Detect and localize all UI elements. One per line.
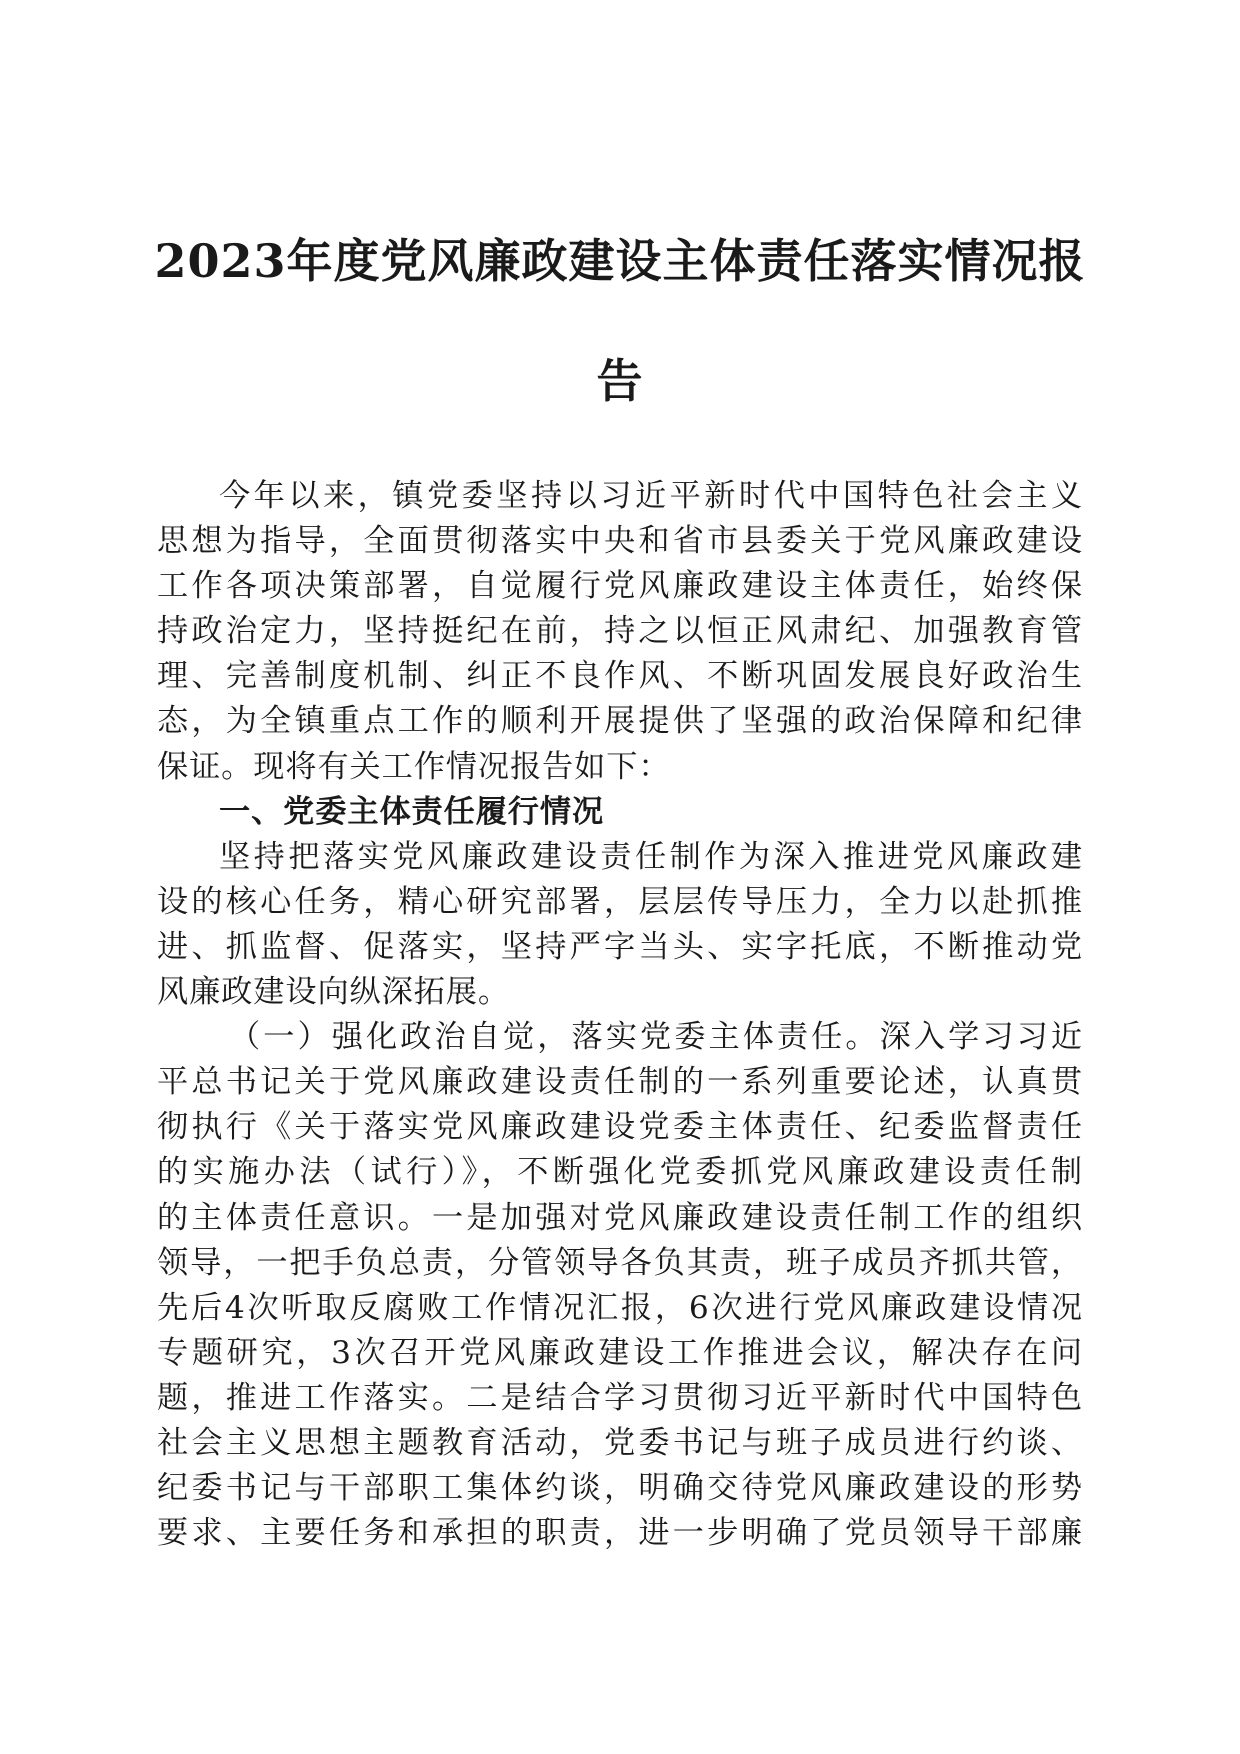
paragraph-line: 态，为全镇重点工作的顺利开展提供了坚强的政治保障和纪律 — [157, 703, 1083, 740]
document-body — [157, 474, 1083, 1556]
paragraph-line: （一）强化政治自觉，落实党委主体责任。深入学习习近 — [229, 1019, 1083, 1056]
paragraph-line: 平总书记关于党风廉政建设责任制的一系列重要论述，认真贯 — [157, 1064, 1083, 1101]
paragraph-line: 纪委书记与干部职工集体约谈，明确交待党风廉政建设的形势 — [157, 1470, 1083, 1507]
paragraph-line: 思想为指导，全面贯彻落实中央和省市县委关于党风廉政建设 — [157, 523, 1083, 560]
paragraph-line: 工作各项决策部署，自觉履行党风廉政建设主体责任，始终保 — [157, 568, 1083, 605]
paragraph-line: 持政治定力，坚持挺纪在前，持之以恒正风肃纪、加强教育管 — [157, 613, 1083, 650]
paragraph-line: 进、抓监督、促落实，坚持严字当头、实字托底，不断推动党 — [157, 928, 1083, 965]
paragraph-line: 坚持把落实党风廉政建设责任制作为深入推进党风廉政建 — [219, 838, 1083, 875]
document-title-line-1: 2023年度党风廉政建设主体责任落实情况报 — [154, 234, 1086, 288]
paragraph-line: 先后4次听取反腐败工作情况汇报，6次进行党风廉政建设情况 — [157, 1289, 1083, 1326]
paragraph-line: 的主体责任意识。一是加强对党风廉政建设责任制工作的组织 — [157, 1199, 1083, 1236]
paragraph-line: 设的核心任务，精心研究部署，层层传导压力，全力以赴抓推 — [157, 883, 1083, 920]
paragraph-line: 彻执行《关于落实党风廉政建设党委主体责任、纪委监督责任 — [157, 1109, 1083, 1146]
paragraph-line: 社会主义思想主题教育活动，党委书记与班子成员进行约谈、 — [157, 1424, 1083, 1461]
paragraph-line: 理、完善制度机制、纠正不良作风、不断巩固发展良好政治生 — [157, 658, 1083, 695]
paragraph-line: 今年以来，镇党委坚持以习近平新时代中国特色社会主义 — [219, 478, 1083, 514]
section-heading: 一、党委主体责任履行情况 — [219, 793, 605, 830]
document-title-line-2: 告 — [596, 354, 644, 408]
paragraph-line: 题，推进工作落实。二是结合学习贯彻习近平新时代中国特色 — [157, 1379, 1083, 1416]
paragraph-line: 领导，一把手负总责，分管领导各负其责，班子成员齐抓共管， — [157, 1244, 1083, 1281]
paragraph-line: 的实施办法（试行）》，不断强化党委抓党风廉政建设责任制 — [157, 1154, 1083, 1191]
paragraph-line: 要求、主要任务和承担的职责，进一步明确了党员领导干部廉 — [157, 1515, 1083, 1552]
paragraph-line: 风廉政建设向纵深拓展。 — [157, 974, 510, 1011]
paragraph-line: 保证。现将有关工作情况报告如下： — [157, 748, 671, 785]
paragraph-line: 专题研究，3次召开党风廉政建设工作推进会议，解决存在问 — [157, 1334, 1083, 1371]
